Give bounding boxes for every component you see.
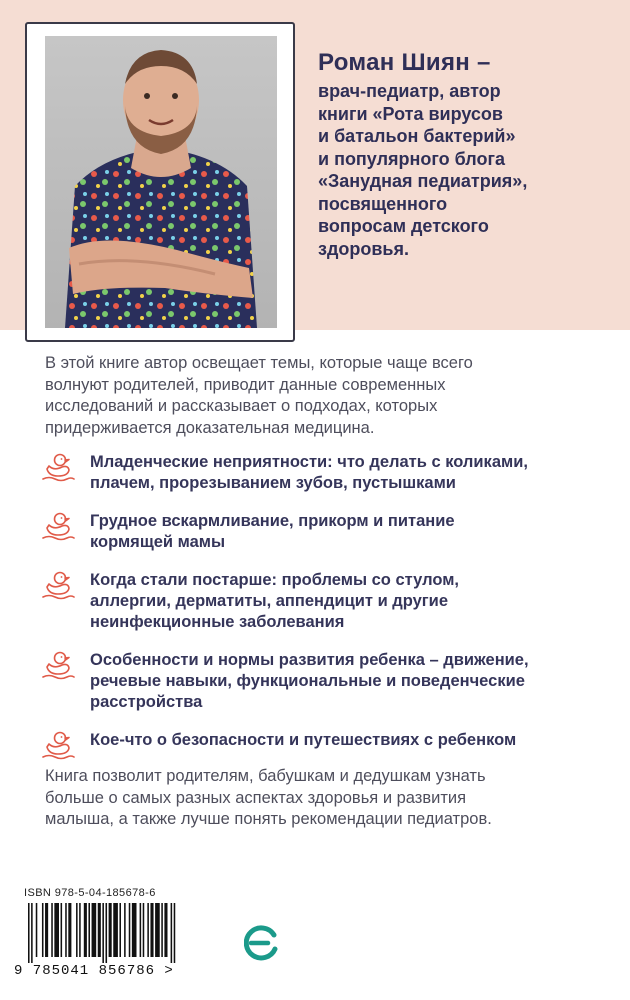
topic-line: Особенности и нормы развития ребенка – движение, bbox=[90, 651, 529, 669]
topic-text bbox=[90, 452, 528, 494]
author-bio-line: посвященного bbox=[318, 193, 448, 214]
barcode-bar bbox=[124, 903, 126, 957]
barcode-bar bbox=[132, 903, 137, 957]
topic-line: Когда стали постарше: проблемы со стулом, bbox=[90, 571, 460, 589]
topic-line: кормящей мамы bbox=[90, 533, 226, 551]
outro-line: Книга позволит родителям, бабушкам и дедушкам узнать bbox=[45, 767, 486, 785]
topic-item bbox=[40, 511, 620, 553]
barcode-bar bbox=[51, 903, 53, 957]
author-bio-line: врач-педиатр, автор bbox=[318, 81, 501, 101]
barcode-bar bbox=[129, 903, 131, 957]
topic-line: Грудное вскармливание, прикорм и питание bbox=[90, 512, 455, 530]
duck-icon bbox=[40, 511, 76, 541]
barcode-bar bbox=[61, 903, 63, 957]
topic-item bbox=[40, 650, 620, 713]
topic-item bbox=[40, 570, 620, 633]
barcode-bar bbox=[155, 903, 160, 957]
duck-icon bbox=[40, 650, 76, 680]
author-name: Роман Шиян – bbox=[318, 49, 491, 76]
duck-icon bbox=[40, 730, 76, 760]
topic-line: плачем, прорезыванием зубов, пустышками bbox=[90, 474, 456, 492]
barcode-bar bbox=[54, 903, 59, 957]
intro-line: придерживается доказательная медицина. bbox=[45, 418, 375, 437]
barcode-bar bbox=[79, 903, 81, 957]
barcode-icon bbox=[24, 903, 208, 963]
barcode-bar bbox=[28, 903, 30, 963]
barcode-bar bbox=[140, 903, 142, 957]
author-portrait-icon bbox=[45, 36, 277, 328]
barcode-bar bbox=[36, 903, 38, 957]
author-bio-line: «Занудная педиатрия», bbox=[318, 171, 528, 191]
topic-line: речевые навыки, функциональные и поведенческие bbox=[90, 672, 525, 690]
topic-text bbox=[90, 511, 455, 553]
barcode-bar bbox=[92, 903, 97, 957]
barcode-bar bbox=[119, 903, 121, 957]
barcode-bar bbox=[106, 903, 108, 963]
barcode-bar bbox=[150, 903, 153, 957]
author-bio-line: книги «Рота вирусов bbox=[318, 103, 503, 124]
intro-line: волнуют родителей, приводит данные современных bbox=[45, 375, 446, 394]
intro-paragraph bbox=[45, 353, 605, 439]
intro-line: В этой книге автор освещает темы, которые чаще всего bbox=[45, 354, 473, 372]
topic-line: неинфекционные заболевания bbox=[90, 613, 345, 631]
author-bio-line: вопросам детского bbox=[318, 216, 489, 236]
barcode-bar bbox=[98, 903, 101, 957]
barcode-bar bbox=[68, 903, 71, 957]
duck-icon bbox=[40, 570, 76, 600]
topic-list bbox=[40, 452, 620, 777]
author-bio-line: здоровья. bbox=[318, 238, 409, 259]
barcode-digits: 9 785041 856786 > bbox=[14, 963, 174, 979]
topic-line: расстройства bbox=[90, 693, 203, 711]
barcode-bar bbox=[174, 903, 176, 963]
barcode-bar bbox=[76, 903, 78, 957]
outro-line: малыша, а также лучше понять рекомендации педиатров. bbox=[45, 810, 492, 828]
barcode-bar bbox=[143, 903, 145, 957]
topic-item bbox=[40, 730, 620, 760]
isbn-label: ISBN 978-5-04-185678-6 bbox=[24, 887, 156, 899]
topic-text bbox=[90, 650, 529, 713]
topic-line: Кое-что о безопасности и путешествиях с ребенком bbox=[90, 731, 517, 749]
barcode-bar bbox=[84, 903, 87, 957]
topic-text bbox=[90, 730, 516, 751]
barcode-bar bbox=[88, 903, 90, 957]
barcode-bar bbox=[31, 903, 33, 963]
author-photo-frame bbox=[25, 22, 295, 342]
topic-line: аллергии, дерматиты, аппендицит и другие bbox=[90, 592, 448, 610]
barcode-bar bbox=[147, 903, 149, 957]
topic-line: Младенческие неприятности: что делать с коликами, bbox=[90, 453, 528, 471]
barcode-bar bbox=[102, 903, 104, 963]
barcode-bar bbox=[164, 903, 167, 957]
intro-line: исследований и рассказывает о подходах, которых bbox=[45, 397, 438, 415]
eksmo-logo-icon bbox=[244, 925, 280, 961]
outro-paragraph bbox=[45, 766, 605, 831]
barcode-bar bbox=[109, 903, 112, 957]
topic-item bbox=[40, 452, 620, 494]
barcode-bar bbox=[161, 903, 163, 957]
author-photo bbox=[45, 36, 277, 328]
barcode-bar bbox=[42, 903, 44, 957]
author-bio-line: и популярного блога bbox=[318, 148, 506, 169]
barcode-bar bbox=[65, 903, 67, 957]
author-bio-line: и батальон бактерий» bbox=[318, 126, 516, 146]
topic-text bbox=[90, 570, 459, 633]
barcode-bar bbox=[171, 903, 173, 963]
outro-line: больше о самых разных аспектах здоровья и развития bbox=[45, 788, 467, 807]
author-info bbox=[318, 48, 618, 260]
barcode-bar bbox=[45, 903, 48, 957]
barcode-bar bbox=[113, 903, 118, 957]
duck-icon bbox=[40, 452, 76, 482]
author-bio bbox=[318, 80, 618, 260]
